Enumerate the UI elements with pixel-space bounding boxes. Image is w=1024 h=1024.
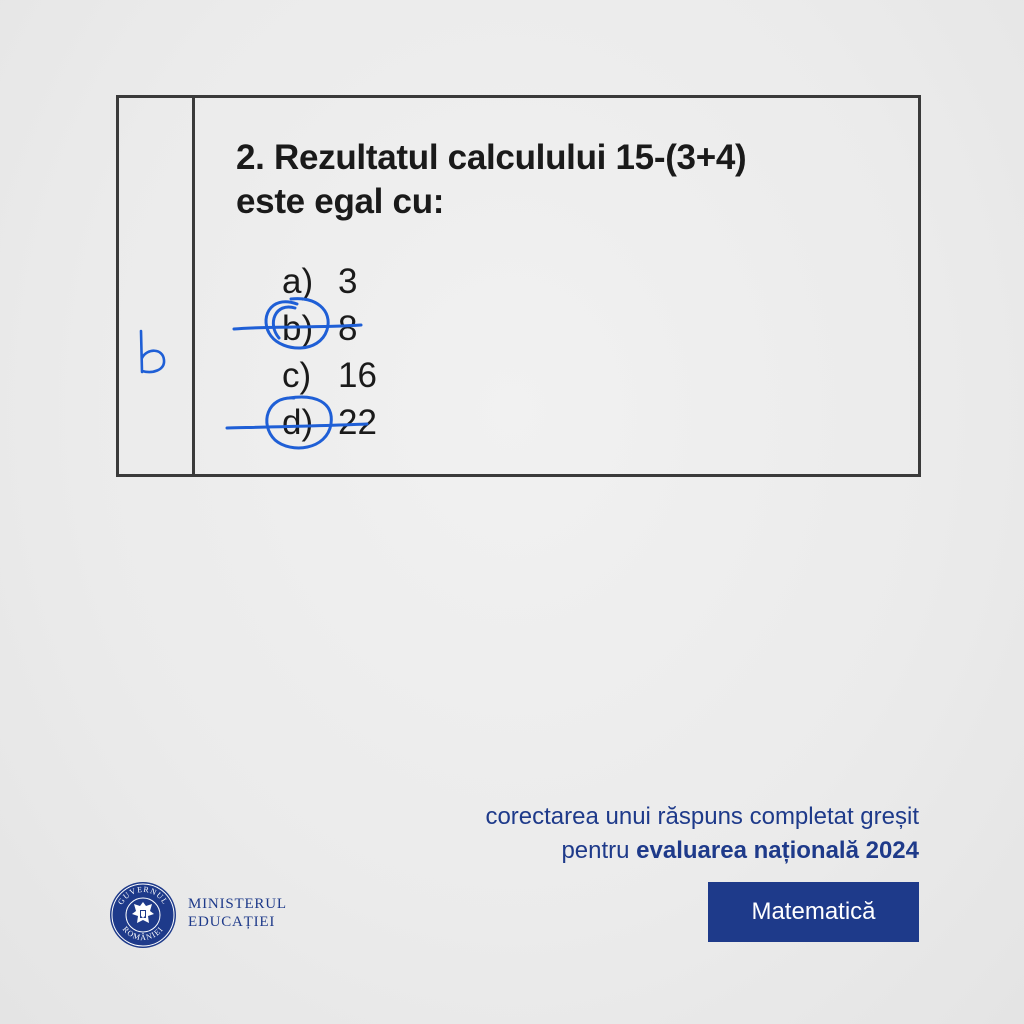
option-letter: a)	[282, 262, 314, 301]
option-a	[282, 258, 377, 305]
answer-column	[119, 98, 195, 474]
caption	[485, 800, 919, 868]
caption-line-2-bold: evaluarea națională 2024	[636, 837, 919, 864]
seal-text-top: GUVERNUL	[116, 884, 170, 907]
option-letter: d)	[282, 403, 314, 442]
question-line-2: este egal cu:	[236, 182, 445, 221]
government-seal-icon	[108, 880, 178, 950]
ministry-name-line-2: EDUCAȚIEI	[188, 914, 276, 930]
option-value: 16	[338, 356, 377, 395]
option-b	[282, 305, 377, 352]
option-value: 22	[338, 403, 377, 442]
option-c	[282, 352, 377, 399]
subject-badge: Matematică	[708, 882, 919, 942]
handwritten-answer-b	[133, 328, 173, 378]
option-value: 3	[338, 262, 358, 301]
question-line-1: 2. Rezultatul calculului 15-(3+4)	[236, 138, 747, 177]
option-value: 8	[338, 309, 358, 348]
option-letter: c)	[282, 356, 312, 395]
seal-text-bottom: ROMÂNIEI	[120, 924, 166, 943]
option-d	[282, 399, 377, 446]
ministry-name-line-1: MINISTERUL	[188, 896, 287, 912]
caption-line-2-prefix: pentru	[561, 837, 637, 864]
caption-line-2	[485, 834, 919, 868]
caption-line-1: corectarea unui răspuns completat greșit	[485, 803, 919, 830]
exam-question-box	[116, 95, 921, 477]
option-letter: b)	[282, 309, 314, 348]
answer-options	[282, 258, 377, 446]
ministry-name	[188, 895, 287, 931]
question-title	[236, 136, 746, 224]
